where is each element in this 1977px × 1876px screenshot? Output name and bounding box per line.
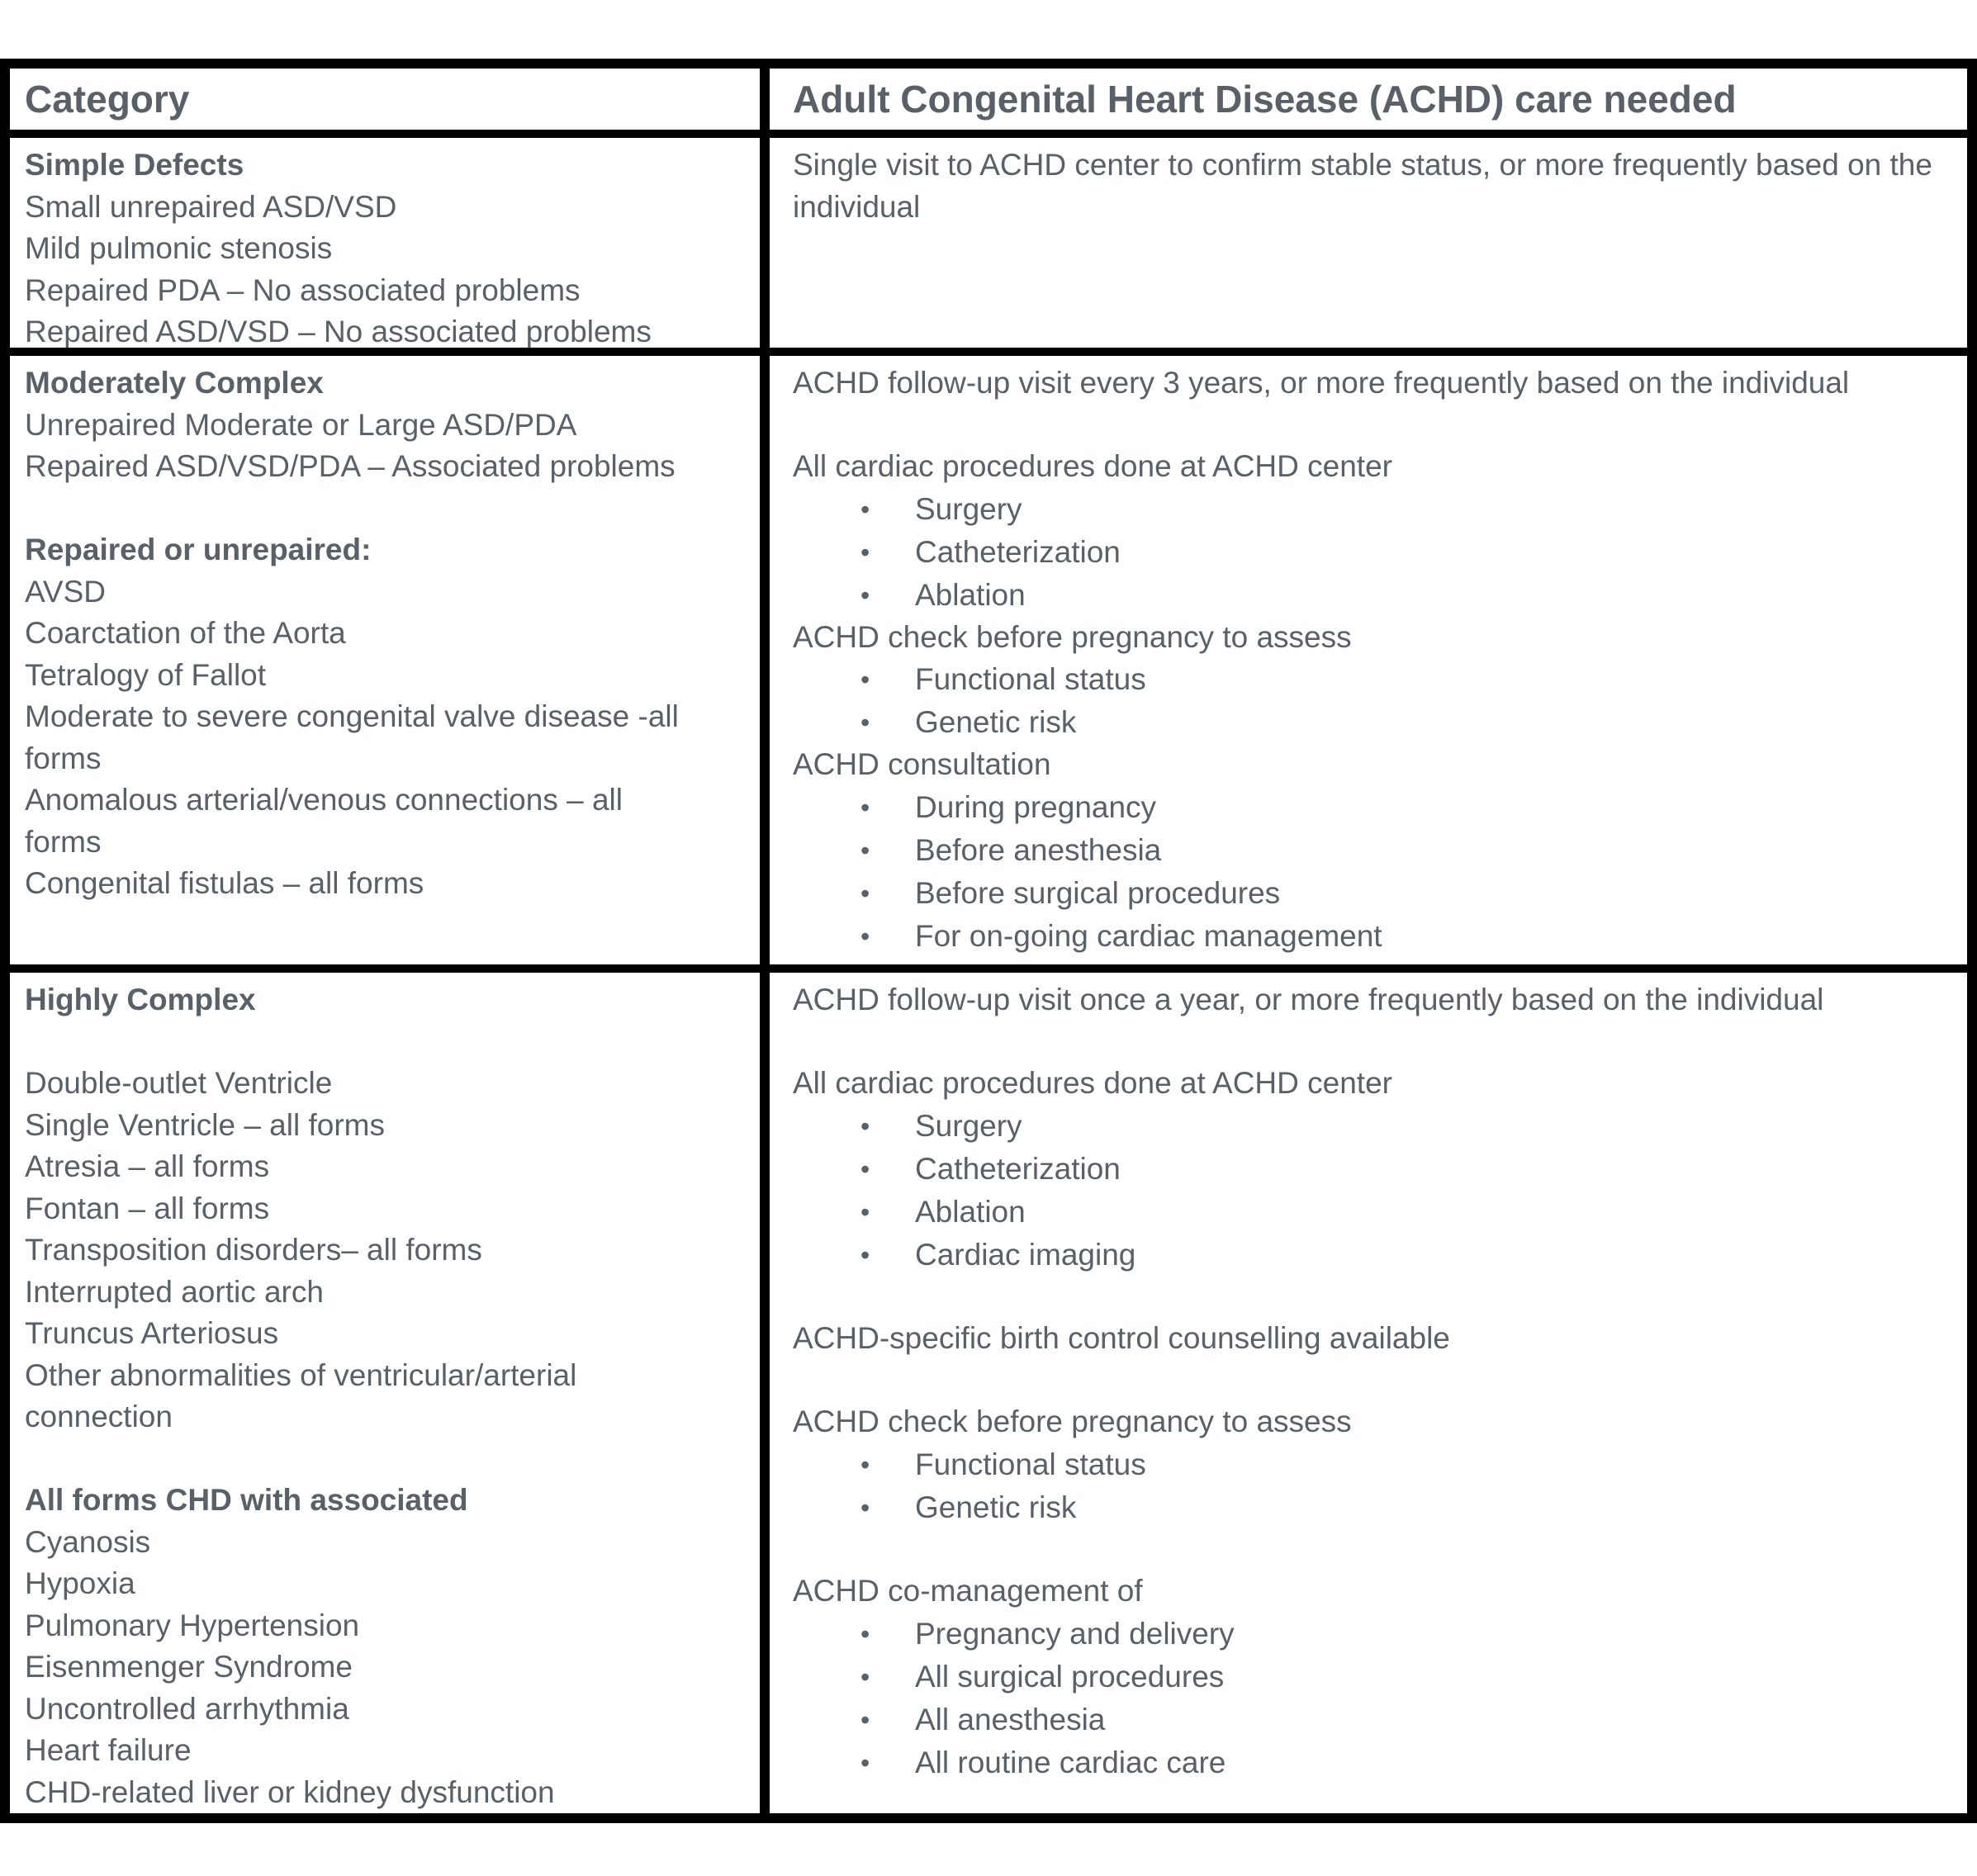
row-simple-defects: [10, 138, 1967, 348]
bullet-item: • Surgery: [793, 488, 1951, 531]
bullet-item: • Surgery: [793, 1105, 1951, 1148]
care-procedures: All cardiac procedures done at ACHD center: [793, 1066, 1392, 1100]
category-title: Moderately Complex: [25, 366, 324, 400]
care-birth-control: ACHD-specific birth control counselling available: [793, 1321, 1450, 1355]
list-item: Cyanosis: [25, 1524, 151, 1559]
care-visit: ACHD follow-up visit once a year, or more frequently based on the individual: [793, 983, 1824, 1016]
simple-care-cell: [770, 138, 1967, 348]
bullet-item: • Pregnancy and delivery: [793, 1613, 1951, 1656]
category-title: Highly Complex: [25, 983, 256, 1016]
list-item: Truncus Arteriosus: [25, 1316, 279, 1350]
list-item: Eisenmenger Syndrome: [25, 1650, 353, 1684]
bullet-item: • All routine cardiac care: [793, 1741, 1951, 1784]
bullet-icon: •: [860, 494, 870, 524]
header-category: Category: [25, 78, 190, 121]
bullet-icon: •: [860, 1154, 870, 1184]
bullet-icon: •: [860, 1618, 870, 1649]
bullet-item: • Cardiac imaging: [793, 1234, 1951, 1277]
bullet-item: • Catheterization: [793, 531, 1951, 574]
bullet-icon: •: [860, 792, 870, 822]
bullet-icon: •: [860, 921, 870, 951]
list-item: Repaired ASD/VSD – No associated problems: [25, 315, 652, 348]
bullet-item: • Ablation: [793, 1191, 1951, 1234]
list-item: Heart failure: [25, 1733, 192, 1767]
bullet-item: • Genetic risk: [793, 701, 1951, 744]
list-item: Double-outlet Ventricle: [25, 1066, 333, 1100]
bullet-icon: •: [860, 1704, 870, 1735]
category-title: Simple Defects: [25, 148, 244, 182]
bullet-icon: •: [860, 1111, 870, 1141]
list-item: Hypoxia: [25, 1566, 135, 1600]
bullet-item: • Functional status: [793, 658, 1951, 701]
category-subtitle: All forms CHD with associated: [25, 1483, 468, 1517]
bullet-item: • Catheterization: [793, 1148, 1951, 1191]
list-item: CHD-related liver or kidney dysfunction: [25, 1774, 555, 1809]
high-category-cell: [10, 973, 760, 1813]
bullet-item: • Before anesthesia: [793, 829, 1951, 872]
bullet-item: • Functional status: [793, 1443, 1951, 1486]
bullet-icon: •: [860, 665, 870, 694]
bullet-icon: •: [860, 708, 870, 737]
list-item: Tetralogy of Fallot: [25, 657, 267, 692]
list-item: Repaired PDA – No associated problems: [25, 272, 581, 307]
list-item: Transposition disorders– all forms: [25, 1233, 482, 1267]
row-moderately-complex: [10, 356, 1967, 964]
care-pregnancy: ACHD check before pregnancy to assess: [793, 619, 1352, 654]
list-item: Mild pulmonic stenosis: [25, 231, 333, 265]
list-item: AVSD: [25, 574, 107, 609]
list-item: Single Ventricle – all forms: [25, 1107, 385, 1142]
row-divider: [10, 348, 1967, 356]
care-procedures: All cardiac procedures done at ACHD center: [793, 449, 1392, 483]
list-item: Anomalous arterial/venous connections – all forms: [25, 783, 623, 859]
list-item: Pulmonary Hypertension: [25, 1608, 360, 1642]
header-row: [10, 69, 1967, 130]
row-divider: [10, 130, 1967, 138]
list-item: Unrepaired Moderate or Large ASD/PDA: [25, 407, 577, 442]
list-item: Atresia – all forms: [25, 1149, 270, 1183]
list-item: Uncontrolled arrhythmia: [25, 1691, 349, 1726]
header-care: Adult Congenital Heart Disease (ACHD) care needed: [793, 78, 1737, 121]
bullet-icon: •: [860, 1661, 870, 1692]
simple-category-cell: [10, 138, 760, 348]
bullet-icon: •: [860, 537, 870, 567]
bullet-icon: •: [860, 878, 870, 908]
list-item: Other abnormalities of ventricular/arterial connection: [25, 1357, 577, 1433]
category-subtitle: Repaired or unrepaired:: [25, 533, 372, 566]
bullet-icon: •: [860, 1196, 870, 1227]
bullet-icon: •: [860, 1747, 870, 1778]
list-item: Interrupted aortic arch: [25, 1274, 324, 1309]
bullet-icon: •: [860, 1492, 870, 1523]
list-item: Repaired ASD/VSD/PDA – Associated problems: [25, 449, 676, 483]
care-text: Single visit to ACHD center to confirm stable status, or more frequently based on the individual: [793, 148, 1932, 224]
moderate-category-cell: [10, 356, 760, 964]
list-item: Fontan – all forms: [25, 1191, 270, 1225]
list-item: Congenital fistulas – all forms: [25, 866, 424, 900]
list-item: Moderate to severe congenital valve disease -all forms: [25, 699, 679, 775]
row-divider: [10, 964, 1967, 973]
header-category-cell: [10, 69, 760, 130]
care-pregnancy: ACHD check before pregnancy to assess: [793, 1405, 1352, 1438]
bullet-icon: •: [860, 1239, 870, 1270]
bullet-icon: •: [860, 580, 870, 610]
bullet-item: • Before surgical procedures: [793, 872, 1951, 915]
bullet-item: • Ablation: [793, 574, 1951, 617]
high-care-cell: [770, 973, 1967, 1813]
care-consult: ACHD consultation: [793, 747, 1051, 781]
moderate-care-cell: [770, 356, 1967, 964]
care-visit: ACHD follow-up visit every 3 years, or more frequently based on the individual: [793, 366, 1850, 400]
bullet-item: • During pregnancy: [793, 786, 1951, 829]
header-care-cell: [770, 69, 1967, 130]
care-table: [0, 59, 1977, 1823]
bullet-item: • For on-going cardiac management: [793, 915, 1951, 958]
bullet-icon: •: [860, 835, 870, 865]
bullet-icon: •: [860, 1449, 870, 1480]
bullet-item: • All surgical procedures: [793, 1656, 1951, 1698]
care-comanage: ACHD co-management of: [793, 1574, 1143, 1608]
bullet-item: • Genetic risk: [793, 1486, 1951, 1529]
list-item: Small unrepaired ASD/VSD: [25, 189, 397, 224]
row-highly-complex: [10, 973, 1967, 1813]
list-item: Coarctation of the Aorta: [25, 616, 346, 650]
bullet-item: • All anesthesia: [793, 1698, 1951, 1741]
